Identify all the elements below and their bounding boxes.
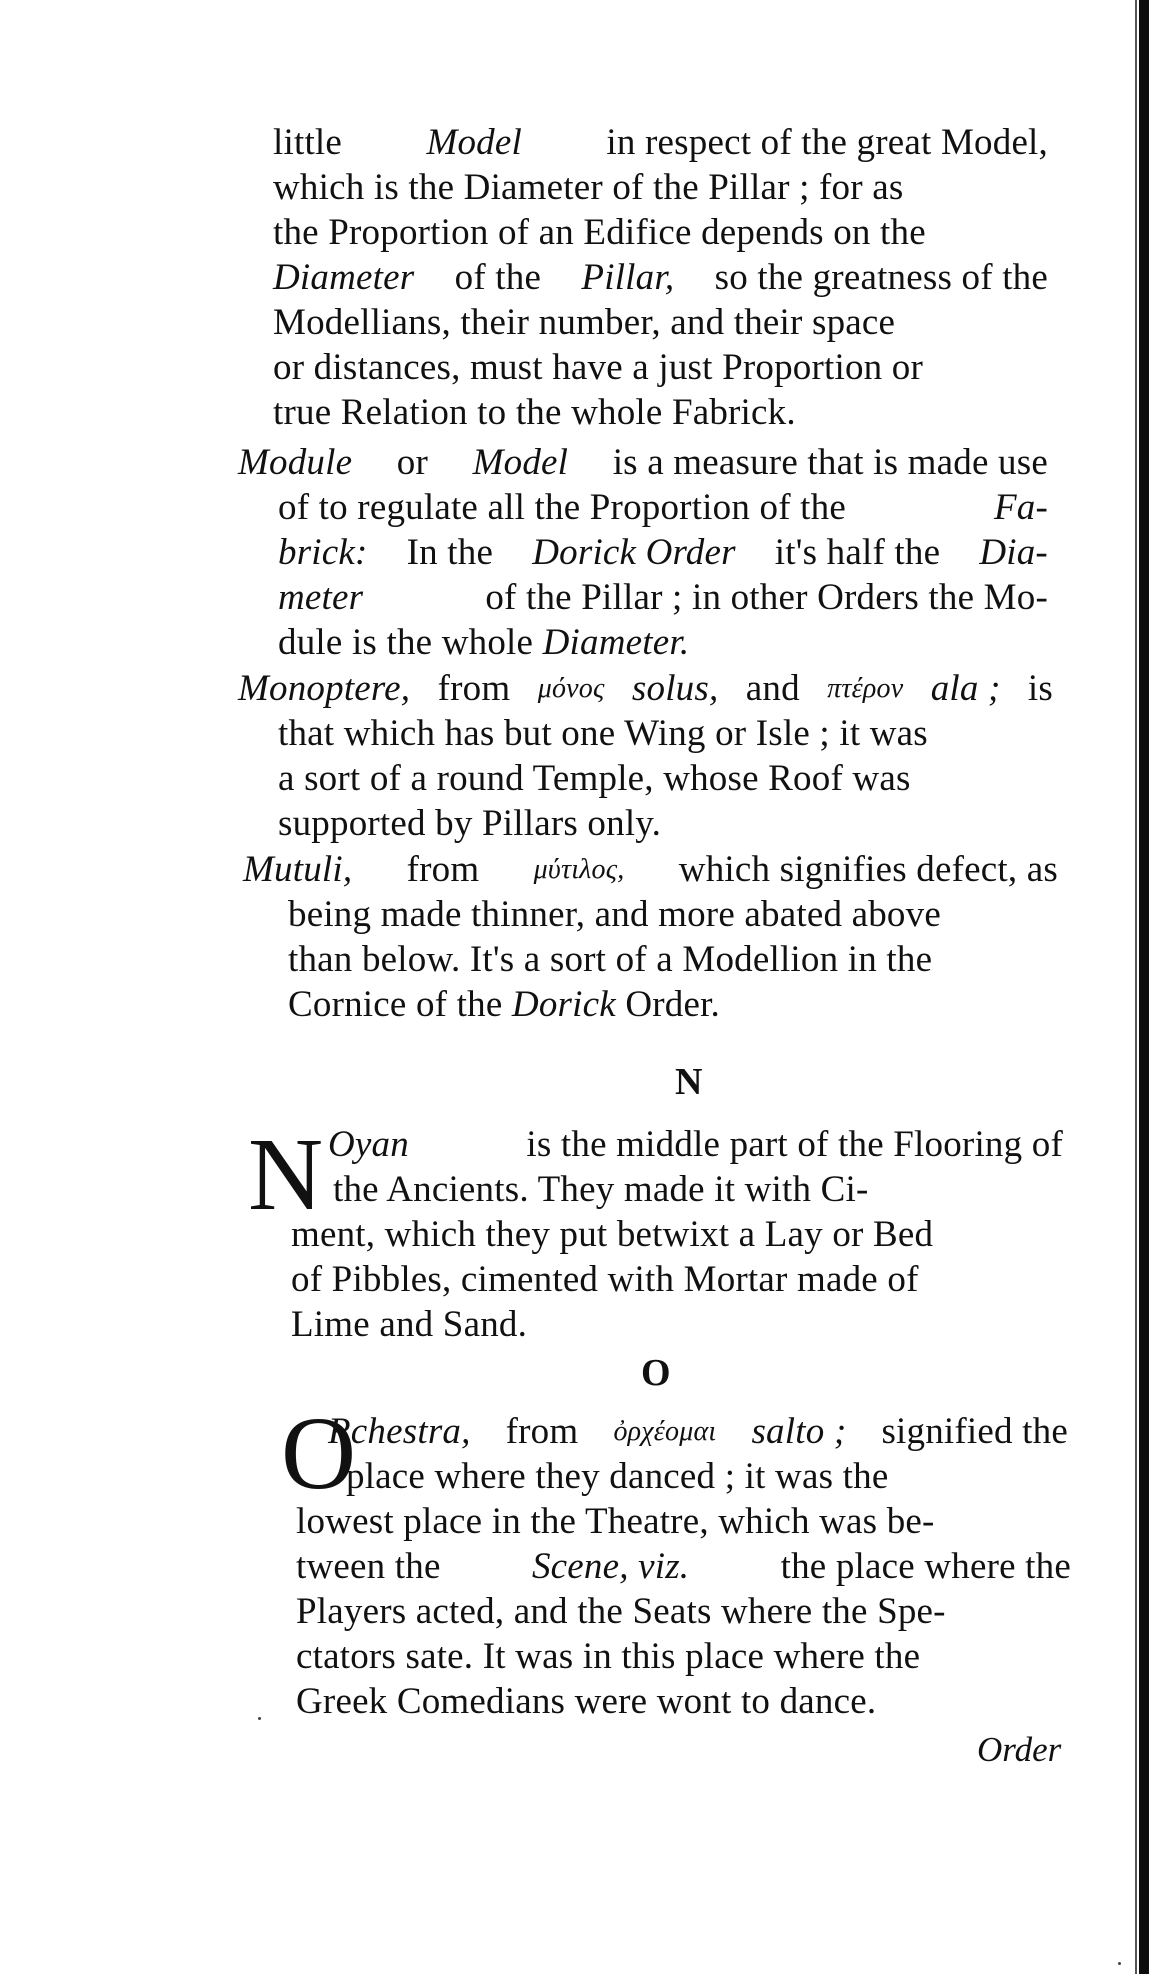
text-run: so the greatness of the [714,257,1048,298]
text-line [278,578,1048,618]
text-line: Modellians, their number, and their space [273,302,896,343]
entry-monoptere-line [238,669,1053,709]
italic-term: Diameter. [542,622,690,663]
text-run: in respect of the great Model, [606,122,1048,163]
text-run: it's half the [774,532,941,573]
greek-word: ὀρχέομαι [613,1416,717,1447]
italic-term: Model [472,442,569,483]
italic-term: Diameter [273,257,415,298]
text-run: tween the [296,1546,441,1587]
text-run: signified the [881,1411,1068,1452]
ink-speck [1118,1962,1121,1965]
entry-term: Mutuli, [243,849,353,890]
drop-cap-o: O [281,1396,357,1511]
text-line [278,623,689,663]
text-line [288,985,720,1025]
text-run: In the [406,532,494,573]
text-line: place where they danced ; it was the [346,1456,889,1497]
text-line: of Pibbles, cimented with Mortar made of [291,1259,919,1300]
text-line: the Ancients. They made it with Ci- [333,1169,869,1210]
italic-term: Scene, viz. [531,1546,690,1587]
text-run: of the [454,257,542,298]
text-line: ment, which they put betwixt a Lay or Bed [291,1214,934,1255]
section-heading-o: O [641,1352,671,1394]
entry-mutuli-line [243,850,1058,890]
text-line: or distances, must have a just Proportion or [273,347,924,388]
entry-term: Monoptere, [238,668,411,709]
text-line [328,1125,1063,1165]
text-run: Cornice of the [288,984,503,1025]
text-line: that which has but one Wing or Isle ; it was [278,713,928,754]
text-line: ctators sate. It was in this place where the [296,1636,921,1677]
text-line: being made thinner, and more abated above [288,894,941,935]
italic-term: meter [278,577,364,618]
greek-word: μόνος [537,673,605,704]
text-line [273,123,1048,163]
entry-term: Module [238,442,353,483]
text-line [278,488,1048,528]
text-run: dule is the whole [278,622,534,663]
greek-word: μύτιλος, [533,854,625,885]
text-run: or [396,442,429,483]
section-heading-n: N [675,1061,703,1103]
text-line: than below. It's a sort of a Modellion in the [288,939,933,980]
text-line: a sort of a round Temple, whose Roof was [278,758,911,799]
greek-word: πτέρον [827,673,904,704]
text-run: is [1027,668,1053,709]
text-run: Order. [625,984,721,1025]
text-run: from [437,668,511,709]
italic-term: Model [426,122,522,163]
text-line [296,1547,1071,1587]
italic-term: salto ; [751,1411,847,1452]
text-run: is a measure that is made use [612,442,1048,483]
text-run: which signifies defect, as [678,849,1058,890]
catchword: Order [977,1730,1062,1769]
text-line: which is the Diameter of the Pillar ; for as [273,167,904,208]
italic-term: brick: [278,532,368,573]
italic-term: ala ; [930,668,1001,709]
text-line: supported by Pillars only. [278,803,662,844]
drop-cap-n: N [248,1117,324,1232]
text-run: the place where the [780,1546,1071,1587]
text-run: is the middle part of the Flooring of [526,1124,1063,1165]
text-line [278,533,1048,573]
text-run: of the Pillar ; in other Orders the Mo- [485,577,1048,618]
text-run: little [273,122,343,163]
entry-module-line [238,443,1048,483]
text-line [273,258,1048,298]
ink-speck [258,1717,261,1720]
text-line: Players acted, and the Seats where the Spe- [296,1591,946,1632]
text-line: the Proportion of an Edifice depends on the [273,212,926,253]
text-line [328,1412,1068,1452]
italic-term: Dia- [979,532,1048,573]
text-run: from [505,1411,579,1452]
text-run: and [745,668,800,709]
text-line: true Relation to the whole Fabrick. [273,392,796,433]
text-run: of to regulate all the Proportion of the [278,487,846,528]
text-line: Lime and Sand. [291,1304,528,1345]
italic-term: Dorick Order [532,532,736,573]
text-line: Greek Comedians were wont to dance. [296,1681,877,1722]
italic-term: Dorick [511,984,616,1025]
italic-term: Pillar, [581,257,675,298]
entry-term: Rchestra, [328,1411,471,1452]
italic-term: Fa- [993,487,1048,528]
entry-term: Oyan [328,1124,409,1165]
text-line: lowest place in the Theatre, which was be- [296,1501,935,1542]
italic-term: solus, [631,668,719,709]
text-run: from [406,849,480,890]
